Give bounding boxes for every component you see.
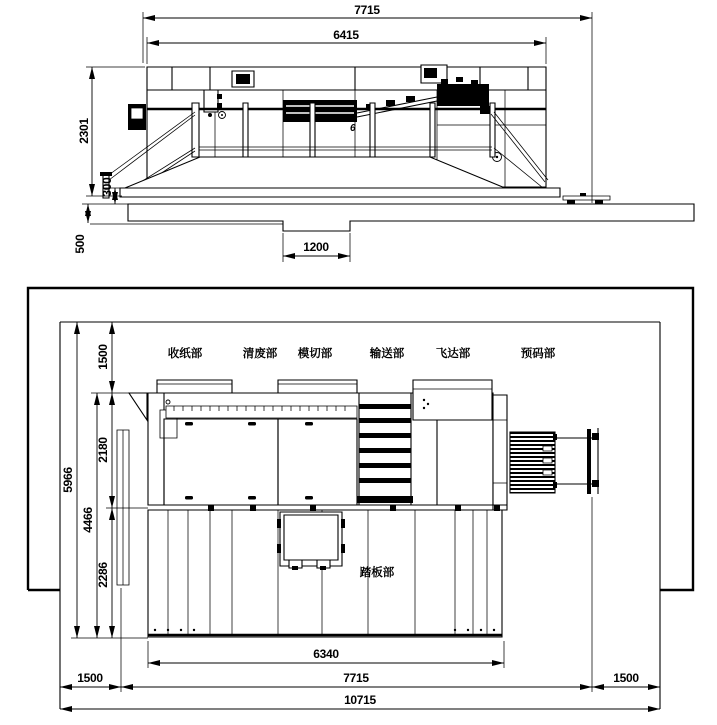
dim-total-width-10715 (60, 693, 660, 709)
dim-left-margin-1500 (60, 671, 121, 687)
section-labels (168, 346, 556, 360)
prestack-arm (553, 428, 599, 494)
clearance-boundary (60, 322, 660, 709)
right-column (493, 395, 507, 510)
dim-label: 5966 (61, 467, 75, 493)
corner-chute (129, 393, 147, 420)
plan-view (28, 288, 693, 709)
dim-height-2301 (77, 67, 145, 196)
dim-label: 7715 (343, 671, 369, 685)
section-label-stripping: 清废部 (242, 348, 278, 360)
section-label-diecutting: 模切部 (297, 348, 333, 360)
elevation-view (73, 3, 694, 262)
dim-label: 300 (100, 177, 114, 197)
platform-dots (154, 629, 495, 631)
dim-label: 1200 (303, 240, 329, 254)
dim-pit-width-1200 (283, 233, 350, 262)
top-block-1 (157, 380, 232, 393)
dim-label: 6415 (333, 28, 359, 42)
pit-structure (277, 512, 345, 570)
machine-plan (117, 380, 599, 585)
dim-label: 2286 (96, 562, 110, 588)
dim-label: 10715 (344, 693, 376, 707)
dim-label: 2180 (96, 437, 110, 463)
floor-slab (90, 204, 694, 231)
section-label-prestack: 预码部 (520, 348, 556, 360)
dim-inner-depth-4466 (81, 393, 97, 638)
top-block-2 (278, 380, 357, 393)
section-label-feeder: 飞达部 (435, 348, 471, 360)
control-panel (128, 104, 146, 130)
plan-dimensions (60, 322, 660, 709)
dim-label: 1500 (613, 671, 639, 685)
knob-dot (208, 113, 212, 117)
die-cutting-unit (283, 100, 357, 122)
dim-label: 1500 (96, 344, 110, 370)
dim-label: 2301 (77, 118, 91, 144)
dim-right-margin-1500 (592, 671, 660, 687)
dim-top-margin-1500 (96, 322, 112, 393)
pedal-platform (148, 510, 502, 637)
dim-label: 500 (73, 234, 87, 254)
dim-label: 6340 (313, 647, 339, 661)
dim-label: 1500 (77, 671, 103, 685)
section-label-conveying: 输送部 (369, 348, 405, 360)
dim-label: 4466 (81, 507, 95, 533)
section-label-delivery: 收纸部 (167, 348, 203, 360)
prestack-pallet (510, 432, 555, 493)
handwritten-mark: 6 (350, 123, 356, 134)
pedal-label: 踏板部 (359, 567, 395, 579)
display-box-left (232, 71, 254, 87)
dim-pedal-depth-2286 (96, 508, 112, 638)
dim-pedal-width-6340 (148, 641, 504, 668)
floor-cart (563, 193, 610, 204)
dim-label: 7715 (354, 3, 380, 17)
dim-body-width-6415 (147, 28, 546, 64)
dim-pit-depth-500 (73, 204, 128, 254)
conveyor-strip (166, 406, 357, 418)
